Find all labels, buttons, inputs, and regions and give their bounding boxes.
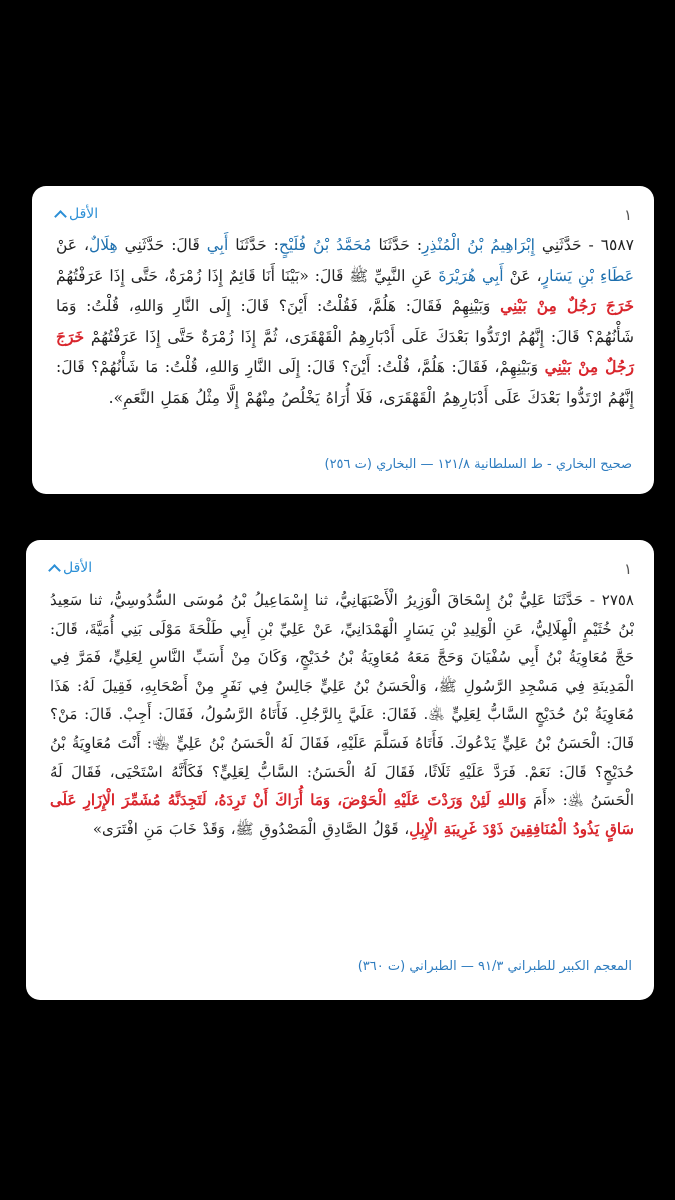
text-segment: ٢٧٥٨ - حَدَّثَنَا عَلِيُّ بْنُ إِسْحَاقَ الْوَزِيرُ الْأَصْبَهَانِيُّ، ثنا إِسْمَاعِيلُ بْنُ مُوسَى السُّدُوسِيُّ، ثنا سَعِيدُ بْنُ خُثَيْمٍ الْهِلَالِيُّ، عَنِ الْوَلِيدِ بْنِ يَسَارٍ الْهَمْدَانِيِّ، عَنْ عَلِيِّ بْنِ أَبِي طَلْحَةَ مَوْلَى بَنِي أُمَيَّةَ، قَالَ: حَجَّ مُعَاوِيَةُ بْنُ أَبِي سُفْيَانَ وَحَجَّ مَعَهُ مُعَاوِيَةُ بْنُ حُدَيْجٍ، وَكَانَ مِنْ أَسَبِّ النَّاسِ لِعَلِيٍّ، فَمَرَّ فِي الْمَدِينَةِ فِي مَسْجِدِ الرَّسُولِ ﷺ، وَالْحَسَنُ بْنُ عَلِيٍّ جَالِسٌ فِي نَفَرٍ مِنْ أَصْحَابِهِ، فَقِيلَ لَهُ: هَذَا مُعَاوِيَةُ بْنُ حُدَيْجٍ السَّابُّ لِعَلِيٍّ ﵁. فَقَالَ: عَلَيَّ بِالرَّجُلِ. فَأَتَاهُ الرَّسُولُ، فَقَالَ: أَجِبْ. قَالَ: مَنْ؟ قَالَ: الْحَسَنُ بْنُ عَلِيٍّ يَدْعُوكَ. فَأَتَاهُ فَسَلَّمَ عَلَيْهِ، فَقَالَ لَهُ الْحَسَنُ بْنُ عَلِيٍّ ﵄: أَنْتَ مُعَاوِيَةُ بْنُ حُدَيْجٍ؟ قَالَ: نَعَمْ. فَرَدَّ عَلَيْهِ ثَلَاثًا، فَقَالَ لَهُ الْحَسَنُ: السَّابُّ لِعَلِيٍّ؟ فَكَأَنَّهُ اسْتَحْيَى، فَقَالَ لَهُ الْحَسَنُ ﵁: «أَمَ — [50, 591, 634, 810]
narrator-link[interactable]: إِبْرَاهِيمُ بْنُ الْمُنْذِرِ — [422, 236, 535, 254]
text-segment: عَنِ النَّبِيِّ ﷺ قَالَ: «بَيْنَا أَنَا قَائِمٌ إِذَا زُمْرَةٌ، حَتَّى إِذَا عَرَفْتُهُمْ — [56, 266, 439, 285]
card-header — [32, 206, 654, 228]
narrator-link[interactable]: مُحَمَّدُ بْنُ فُلَيْحٍ — [278, 236, 372, 254]
text-segment: : حَدَّثَنَا — [371, 236, 423, 254]
chevron-up-icon — [48, 564, 61, 577]
card-header — [26, 560, 654, 582]
hadith-card — [32, 186, 654, 494]
narrator-link[interactable]: هِلَالٌ — [89, 236, 118, 254]
highlighted-text: خَرَجَ رَجُلٌ مِنْ بَيْنِي — [56, 326, 634, 376]
highlighted-text: خَرَجَ رَجُلٌ مِنْ بَيْنِي — [500, 296, 635, 315]
narrator-link[interactable]: عَطَاءِ بْنِ يَسَارٍ — [541, 266, 634, 285]
text-segment: وَبَيْنِهِمْ، فَقَالَ: هَلُمَّ، قُلْتُ: أَيْنَ؟ قَالَ: إِلَى النَّارِ وَاللهِ، قُلْتُ: مَا شَأْنُهُمْ؟ قَالَ: إِنَّهُمُ ارْتَدُّوا بَعْدَكَ عَلَى أَدْبَارِهِمُ الْقَهْقَرَى، فَلَا أُرَاهُ يَخْلُصُ مِنْهُمْ إِلَّا مِثْلُ هَمَلِ النَّعَمِ». — [56, 358, 634, 407]
hadith-source[interactable]: صحيح البخاري - ط السلطانية ١٢١/٨ — البخاري (ت ٢٥٦) — [324, 457, 632, 472]
text-segment: : حَدَّثَنَا — [228, 236, 279, 254]
hadith-text — [56, 230, 634, 413]
collapse-toggle-label: الأقل — [63, 560, 93, 576]
collapse-toggle-label: الأقل — [69, 206, 99, 222]
hadith-card — [26, 540, 654, 1000]
text-segment: ٦٥٨٧ - حَدَّثَنِي — [534, 236, 634, 254]
chevron-up-icon — [54, 210, 67, 223]
hadith-text — [50, 586, 634, 843]
text-segment: ، قَوْلُ الصَّادِقِ الْمَصْدُوقِ ﷺ، وَقَدْ خَابَ مَنِ افْتَرَى» — [92, 819, 410, 838]
text-segment: ، عَنْ — [503, 266, 542, 285]
collapse-toggle-button[interactable] — [56, 206, 98, 222]
narrator-link[interactable]: أَبِي — [206, 236, 229, 254]
result-number: ١ — [623, 560, 632, 578]
result-number: ١ — [623, 206, 632, 224]
hadith-source[interactable]: المعجم الكبير للطبراني ٩١/٣ — الطبراني (ت ٣٦٠) — [357, 959, 632, 974]
text-segment: قَالَ: حَدَّثَنِي — [117, 236, 207, 254]
collapse-toggle-button[interactable] — [50, 560, 92, 576]
highlighted-text: وَاللهِ لَئِنْ وَرَدْتَ عَلَيْهِ الْحَوْضَ، وَمَا أُرَاكَ أَنْ تَرِدَهُ، لَتَجِدَنَّهُ مُشَمِّرَ الْإِزَارِ عَلَى سَاقٍ يَذُودُ الْمُنَافِقِينَ ذَوْدَ غَرِيبَةِ الْإِبِلِ — [50, 791, 634, 838]
narrator-link[interactable]: أَبِي هُرَيْرَةَ — [438, 266, 504, 285]
text-segment: وَبَيْنِهِمْ فَقَالَ: هَلُمَّ، فَقُلْتُ: أَيْنَ؟ قَالَ: إِلَى النَّارِ وَاللهِ، قُلْتُ: وَمَا شَأْنُهُمْ؟ قَالَ: إِنَّهُمُ ارْتَدُّوا بَعْدَكَ عَلَى أَدْبَارِهِمُ الْقَهْقَرَى، ثُمَّ إِذَا زُمْرَةٌ حَتَّى إِذَا عَرَفْتُهُمْ — [56, 297, 634, 346]
text-segment: ، عَنْ — [56, 236, 89, 254]
